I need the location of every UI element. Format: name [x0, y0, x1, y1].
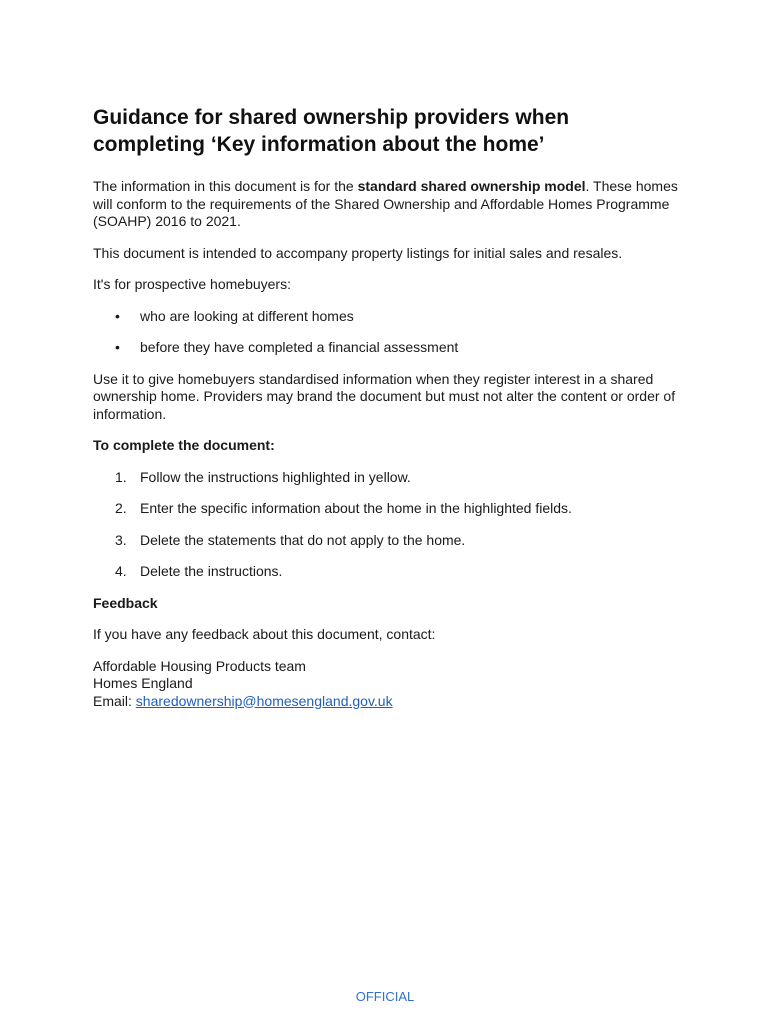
- intro-text-end: . These homes will conform to the requirements of the Shared Ownership and Affordable Homes Programme (SOAHP) 2016 to 2021.: [93, 178, 678, 229]
- step-item: [93, 532, 683, 550]
- bullet-item: • who are looking at different homes: [93, 308, 683, 326]
- step-item: [93, 469, 683, 487]
- step-number: 3.: [115, 531, 127, 548]
- contact-team: Affordable Housing Products team: [93, 657, 306, 674]
- audience-paragraph: It's for prospective homebuyers:: [93, 276, 291, 292]
- intro-paragraph: [93, 178, 683, 231]
- complete-heading: To complete the document:: [93, 437, 275, 453]
- step-item: [93, 563, 683, 581]
- document-page: [93, 104, 683, 724]
- intro-bold-text: standard shared ownership model: [357, 178, 586, 194]
- step-text: Enter the specific information about the home in the highlighted fields.: [140, 500, 572, 516]
- intro-text-start: The information in this document is for the: [93, 178, 358, 194]
- contact-block: [93, 658, 683, 711]
- steps-list: [93, 469, 683, 581]
- audience-bullet-list: [93, 308, 683, 357]
- feedback-heading: Feedback: [93, 594, 158, 611]
- step-item: [93, 500, 683, 518]
- step-text: Follow the instructions highlighted in yellow.: [140, 468, 411, 485]
- step-text: Delete the statements that do not apply to the home.: [140, 531, 466, 548]
- step-number: 1.: [115, 468, 127, 485]
- feedback-paragraph: If you have any feedback about this document, contact:: [93, 626, 436, 642]
- bullet-item: • before they have completed a financial assessment: [93, 339, 683, 357]
- accompany-paragraph: This document is intended to accompany property listings for initial sales and resales.: [93, 244, 623, 261]
- step-text: Delete the instructions.: [140, 563, 283, 579]
- contact-org: Homes England: [93, 675, 193, 691]
- classification-footer: OFFICIAL: [355, 989, 415, 1004]
- page-title: Guidance for shared ownership providers when completing ‘Key information about the home’: [93, 106, 570, 156]
- email-label: Email:: [93, 692, 136, 709]
- step-number: 2.: [115, 500, 127, 516]
- step-number: 4.: [115, 563, 127, 579]
- email-link[interactable]: sharedownership@homesengland.gov.uk: [135, 692, 393, 709]
- usage-paragraph: Use it to give homebuyers standardised information when they register interest in a shared ownership home. Providers may brand the document but must not alter the content or order of information.: [93, 370, 676, 422]
